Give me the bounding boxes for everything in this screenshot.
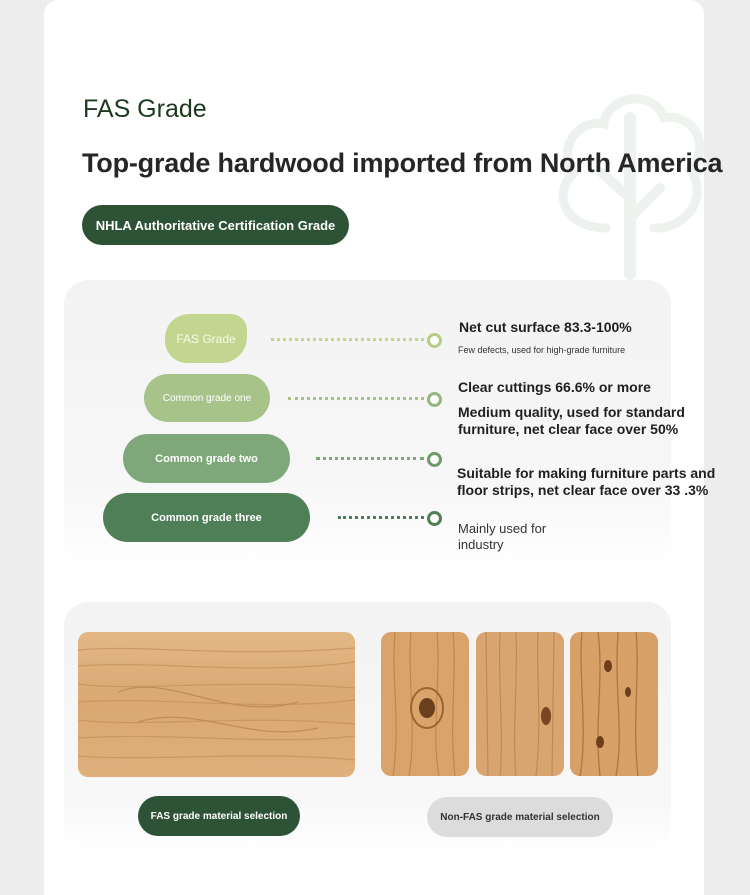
grade-label: Common grade two <box>155 452 258 465</box>
certification-badge: NHLA Authoritative Certification Grade <box>82 205 349 245</box>
non-fas-wood-sample-2 <box>476 632 564 776</box>
grade-pill-common-two <box>123 434 290 483</box>
grade-label: Common grade three <box>151 511 262 524</box>
connector-line-fas <box>271 338 424 341</box>
section-eyebrow: FAS Grade <box>83 95 207 123</box>
connector-node-fas <box>427 333 442 348</box>
non-fas-material-selection-button[interactable]: Non-FAS grade material selection <box>427 797 613 837</box>
grade-pill-fas <box>165 314 247 363</box>
tree-icon <box>544 78 704 288</box>
fas-wood-sample <box>78 632 355 777</box>
connector-node-one <box>427 392 442 407</box>
common-three-description: Mainly used for industry <box>458 521 547 552</box>
common-two-description: Suitable for making furniture parts and floor strips, net clear face over 33 .3% <box>457 465 716 498</box>
grade-label: Common grade one <box>162 392 252 404</box>
common-one-description-detail: Medium quality, used for standard furniture, net clear face over 50% <box>458 404 685 437</box>
common-one-description-title: Clear cuttings 66.6% or more <box>458 379 651 395</box>
grade-pill-common-three <box>103 493 310 542</box>
fas-description-note: Few defects, used for high-grade furniture <box>458 345 626 355</box>
grade-label: FAS Grade <box>176 331 236 346</box>
connector-node-three <box>427 511 442 526</box>
connector-line-two <box>316 457 424 460</box>
non-fas-wood-sample-1 <box>381 632 469 776</box>
connector-node-two <box>427 452 442 467</box>
grade-pill-common-one <box>144 374 270 422</box>
fas-description-title: Net cut surface 83.3-100% <box>459 319 632 335</box>
page-title: Top-grade hardwood imported from North America <box>82 148 723 178</box>
connector-line-one <box>288 397 424 400</box>
fas-material-selection-button[interactable]: FAS grade material selection <box>138 796 300 836</box>
connector-line-three <box>338 516 424 519</box>
non-fas-wood-sample-3 <box>570 632 658 776</box>
